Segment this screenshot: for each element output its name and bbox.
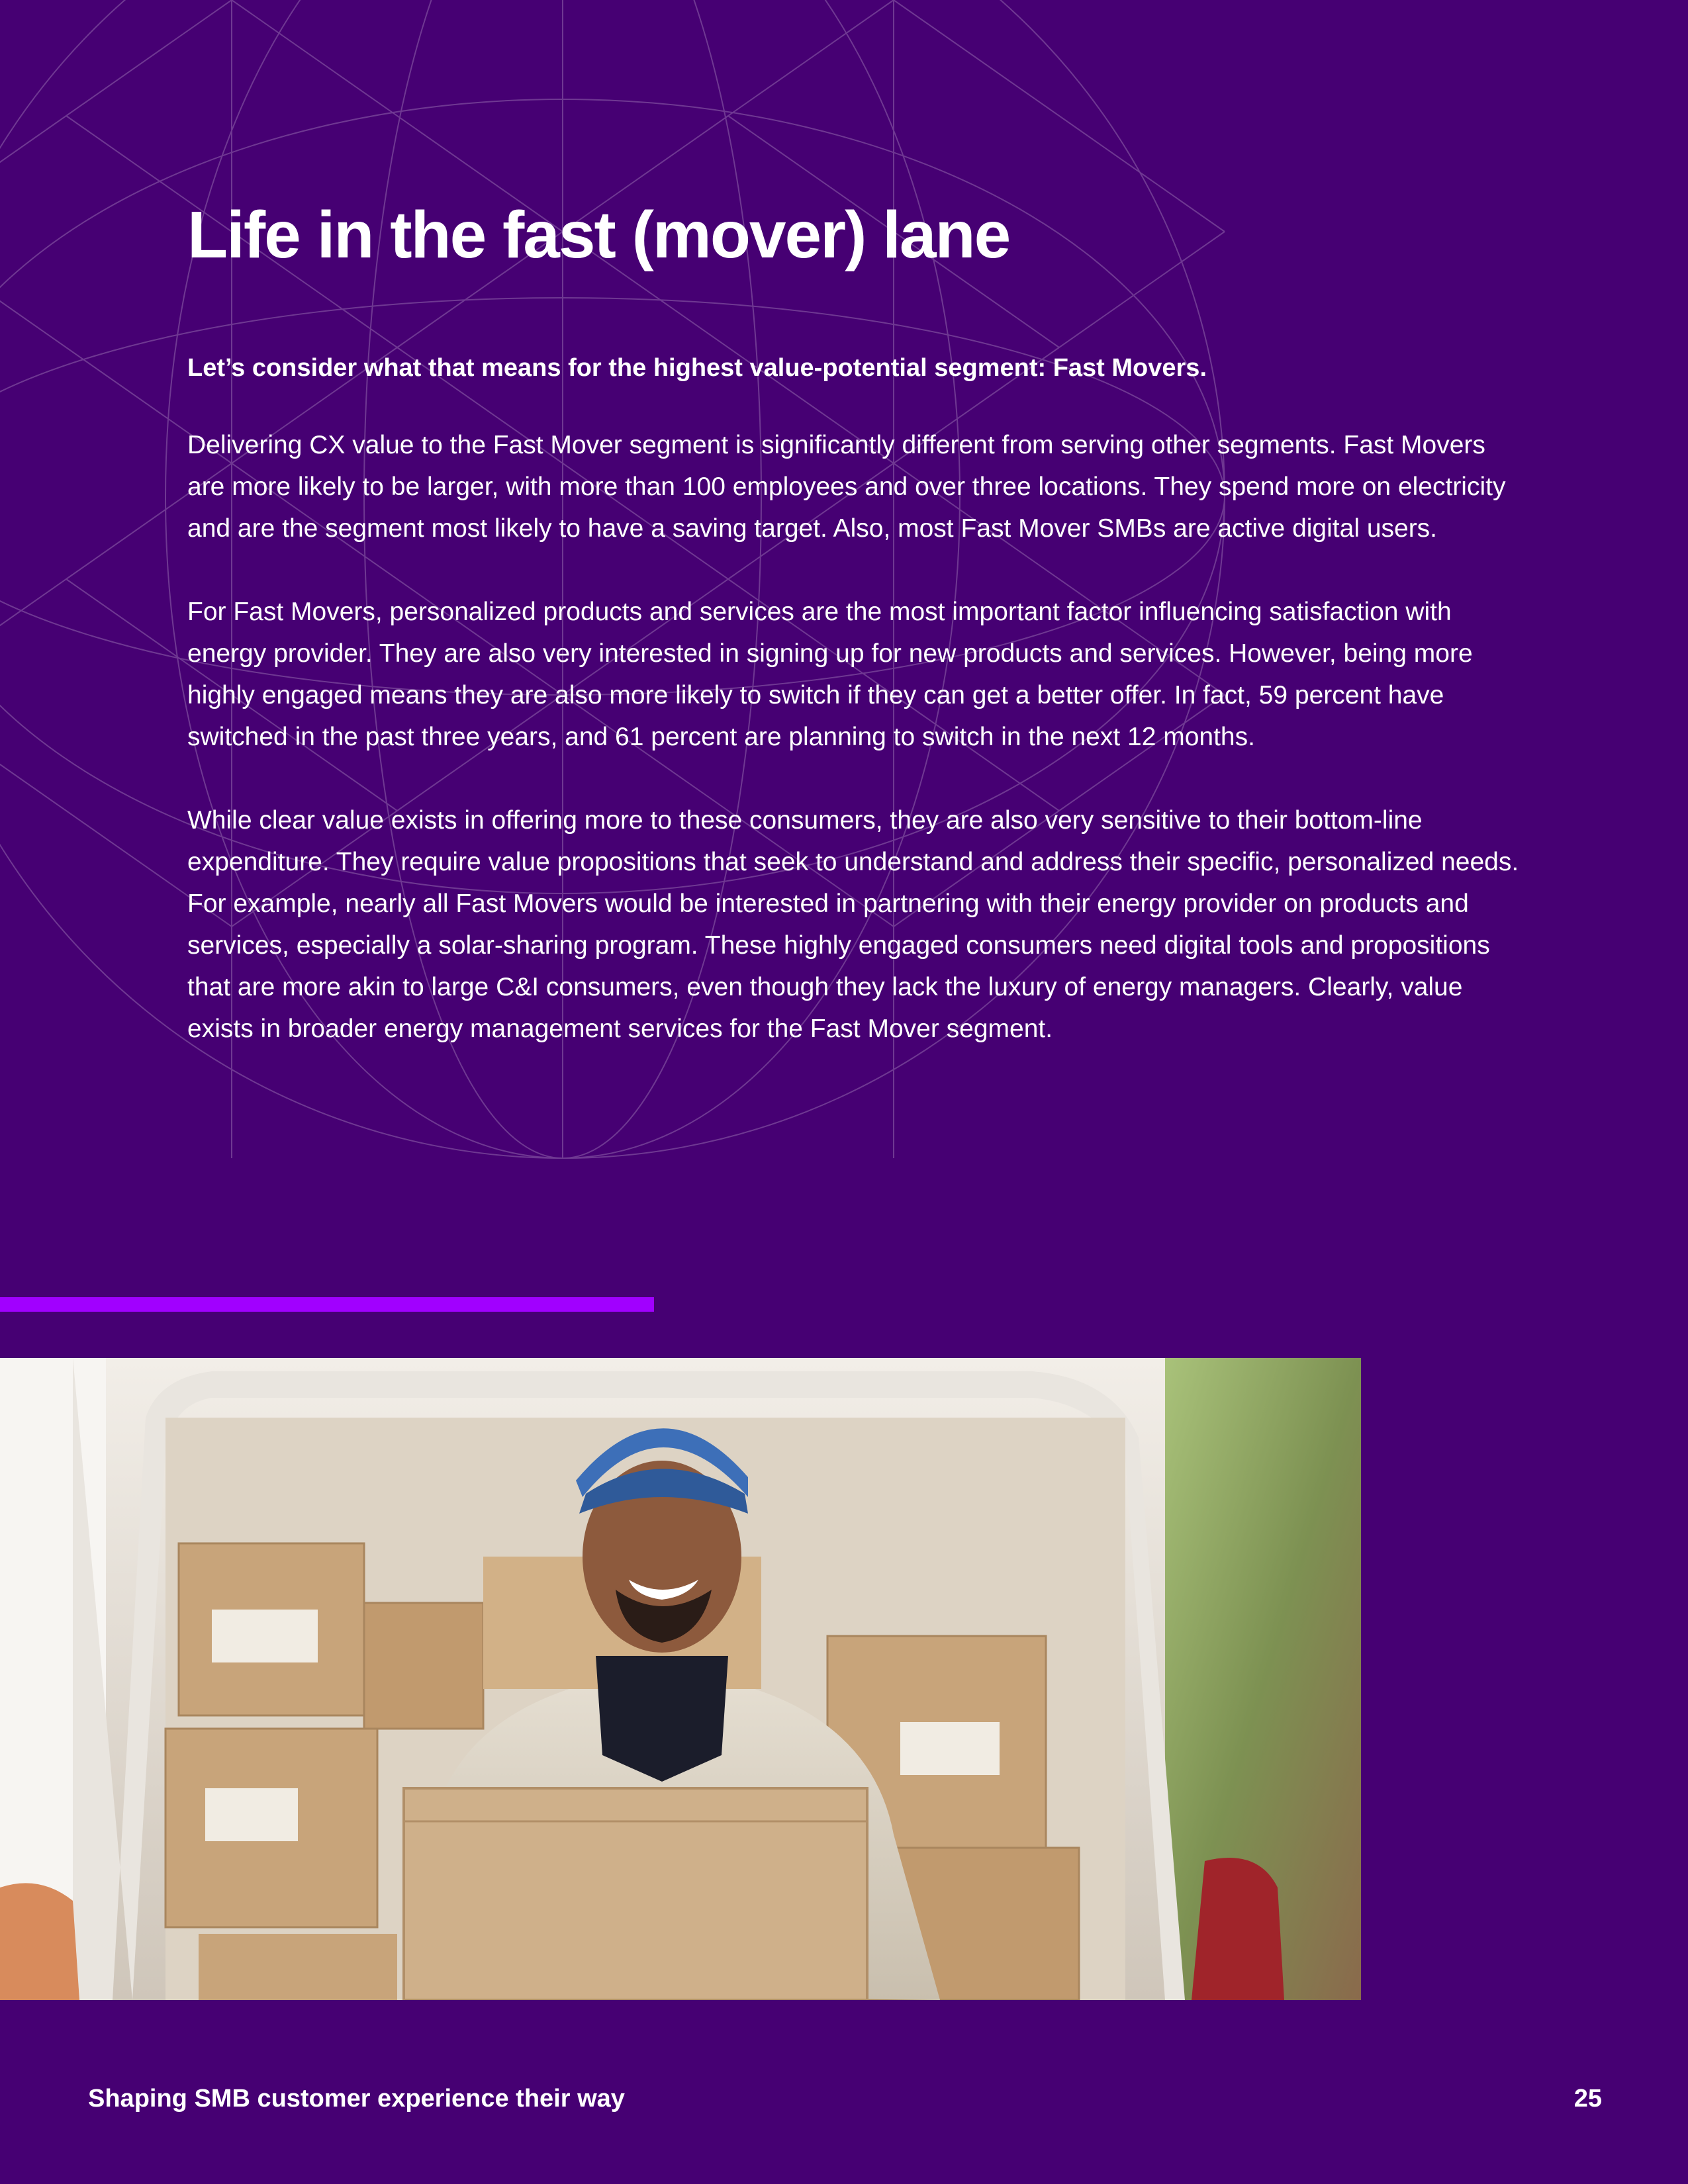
delivery-man-photo (0, 1358, 1361, 2000)
page-title: Life in the fast (mover) lane (187, 198, 1010, 272)
body-paragraph-3: While clear value exists in offering more to these consumers, they are also very sensitive to their bottom-line expenditure. They require value propositions that seek to understand and address their specific, personalized needs. For example, nearly all Fast Movers would be interested in partnering with their energy provider on products and services, especially a solar-sharing program. These highly engaged consumers need digital tools and propositions that are more akin to large C&I consumers, even though they lack the luxury of energy managers. Clearly, value exists in broader energy management services for the Fast Mover segment. (187, 806, 1519, 1044)
page-number: 25 (1573, 2085, 1602, 2113)
body-paragraph-1: Delivering CX value to the Fast Mover segment is significantly different from serving other segments. Fast Movers are more likely to be larger, with more than 100 employees and over three locations. They spend more on electricity and are the segment most likely to have a saving target. Also, most Fast Mover SMBs are active digital users. (187, 431, 1506, 543)
main-content (187, 199, 1524, 1075)
footer-title: Shaping SMB customer experience their way (88, 2085, 625, 2113)
body-paragraph-2: For Fast Movers, personalized products and services are the most important factor influencing satisfaction with energy provider. They are also very interested in signing up for new products and services. However, being more highly engaged means they are also more likely to switch if they can get a better offer. In fact, 59 percent have switched in the past three years, and 61 percent are planning to switch in the next 12 months. (187, 598, 1473, 752)
lead-paragraph: Let’s consider what that means for the highest value-potential segment: Fast Movers. (187, 354, 1207, 382)
accent-bar (0, 1297, 654, 1312)
